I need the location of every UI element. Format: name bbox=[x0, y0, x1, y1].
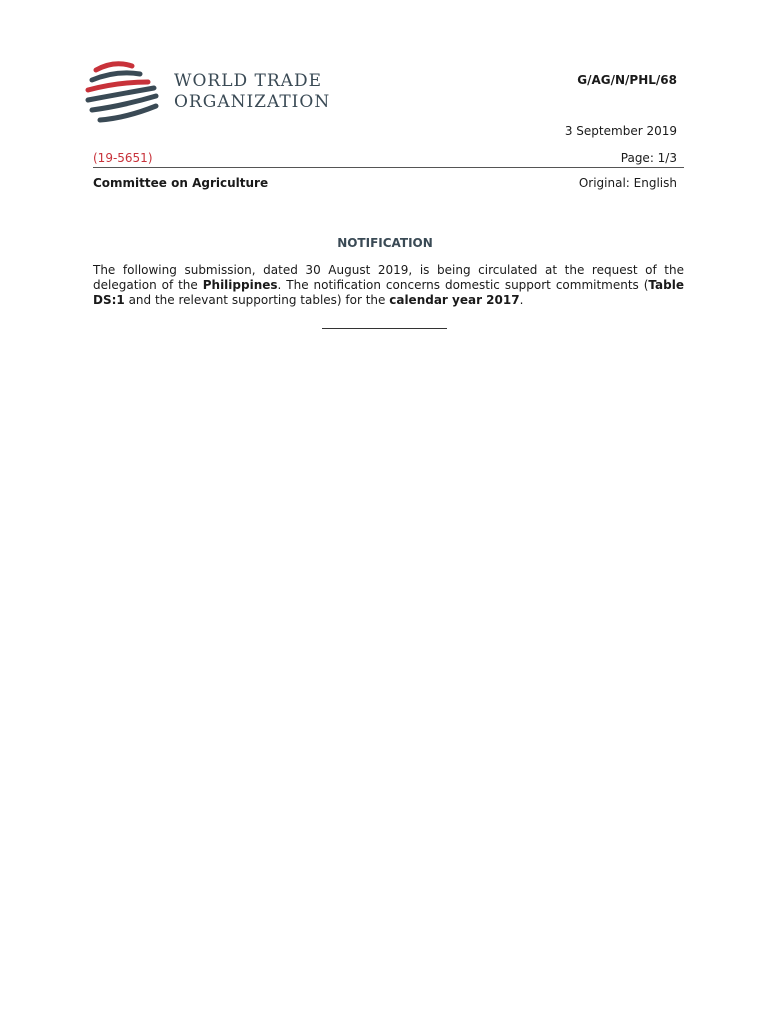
paragraph-text: The following submission, dated 30 August 2019, is being circulated at the request of the delegation of the bbox=[93, 263, 684, 292]
notification-paragraph bbox=[93, 263, 684, 308]
paragraph-text: . bbox=[519, 293, 524, 307]
page-number: Page: 1/3 bbox=[620, 151, 677, 165]
header-divider bbox=[93, 167, 684, 168]
logo-line2: ORGANIZATION bbox=[174, 92, 331, 112]
original-language: Original: English bbox=[578, 176, 677, 190]
wto-logo bbox=[82, 58, 342, 132]
logo-wordmark bbox=[174, 71, 330, 113]
logo-line1: WORLD TRADE bbox=[174, 71, 322, 91]
paragraph-text: and the relevant supporting tables) for the bbox=[124, 293, 390, 307]
document-symbol: G/AG/N/PHL/68 bbox=[577, 73, 677, 87]
reporting-period: calendar year 2017 bbox=[389, 293, 520, 307]
committee-name: Committee on Agriculture bbox=[93, 176, 269, 190]
country-name: Philippines bbox=[202, 278, 278, 292]
document-date: 3 September 2019 bbox=[564, 124, 677, 138]
job-number: (19-5651) bbox=[93, 151, 153, 165]
wto-globe-icon bbox=[82, 58, 162, 130]
paragraph-text: . The notification concerns domestic support commitments ( bbox=[277, 278, 649, 292]
notification-heading: NOTIFICATION bbox=[337, 236, 433, 250]
table-reference: Table DS:1 bbox=[93, 278, 684, 307]
end-divider bbox=[322, 328, 447, 329]
